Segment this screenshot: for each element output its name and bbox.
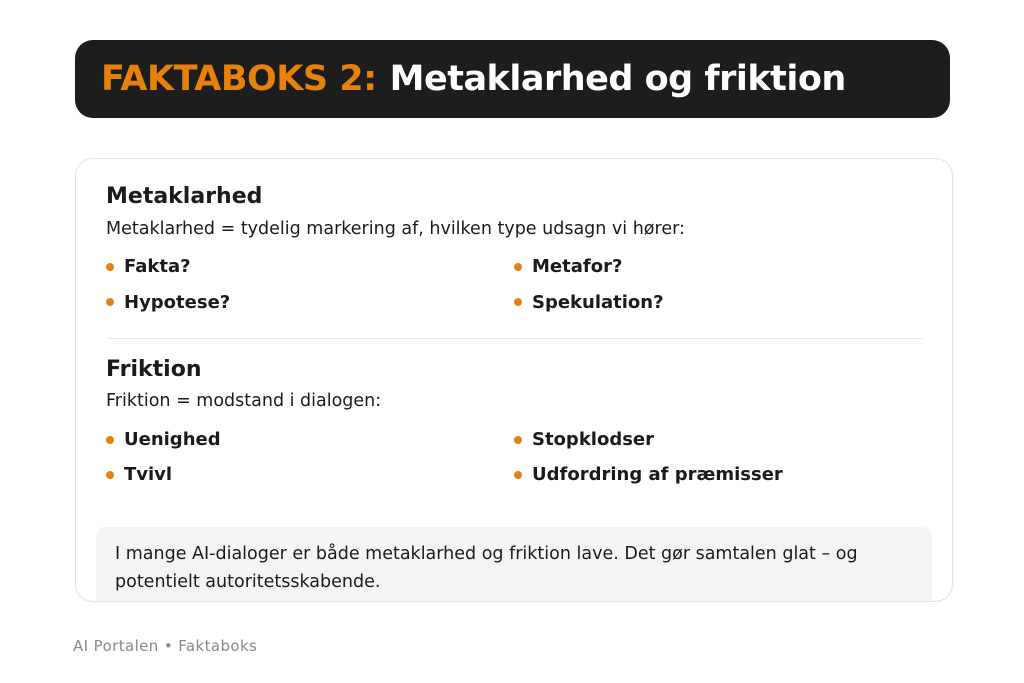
bullet-item	[514, 428, 922, 451]
bullet-dot-icon	[514, 263, 522, 271]
bullet-dot-icon	[514, 298, 522, 306]
section-friktion	[106, 356, 922, 487]
callout-box	[96, 527, 932, 602]
bullet-dot-icon	[106, 263, 114, 271]
bullet-label: Stopklodser	[532, 429, 655, 451]
bullet-label: Spekulation?	[532, 291, 664, 313]
section-definition: Friktion = modstand i dialogen:	[106, 391, 382, 412]
section-heading: Friktion	[106, 356, 202, 382]
title-banner	[75, 40, 950, 118]
bullet-label: Metafor?	[532, 256, 623, 278]
bullet-list	[106, 428, 922, 487]
bullet-label: Fakta?	[124, 256, 191, 278]
bullet-label: Tvivl	[124, 464, 173, 486]
bullet-label: Udfordring af præmisser	[532, 464, 783, 486]
bullet-item	[106, 255, 514, 278]
bullet-item	[106, 428, 514, 451]
bullet-dot-icon	[514, 436, 522, 444]
banner-label: FAKTABOKS 2:	[101, 59, 377, 99]
bullet-item	[514, 291, 922, 314]
bullet-label: Uenighed	[124, 429, 221, 451]
content-card	[75, 158, 953, 602]
section-divider	[106, 338, 922, 339]
footer-note: AI Portalen • Faktaboks	[73, 637, 258, 655]
bullet-item	[106, 291, 514, 314]
bullet-label: Hypotese?	[124, 291, 231, 313]
section-heading: Metaklarhed	[106, 184, 263, 209]
banner-title: Metaklarhed og friktion	[389, 59, 846, 99]
bullet-item	[106, 463, 514, 486]
bullet-dot-icon	[514, 471, 522, 479]
section-definition: Metaklarhed = tydelig markering af, hvilken type udsagn vi hører:	[106, 218, 685, 239]
bullet-list	[106, 255, 922, 314]
bullet-item	[514, 255, 922, 278]
bullet-dot-icon	[106, 471, 114, 479]
section-metaklarhed	[106, 183, 922, 314]
bullet-dot-icon	[106, 436, 114, 444]
bullet-dot-icon	[106, 298, 114, 306]
bullet-item	[514, 463, 922, 486]
callout-text: I mange AI-dialoger er både metaklarhed og friktion lave. Det gør samtalen glat – og potentielt autoritetsskabende.	[115, 543, 858, 592]
